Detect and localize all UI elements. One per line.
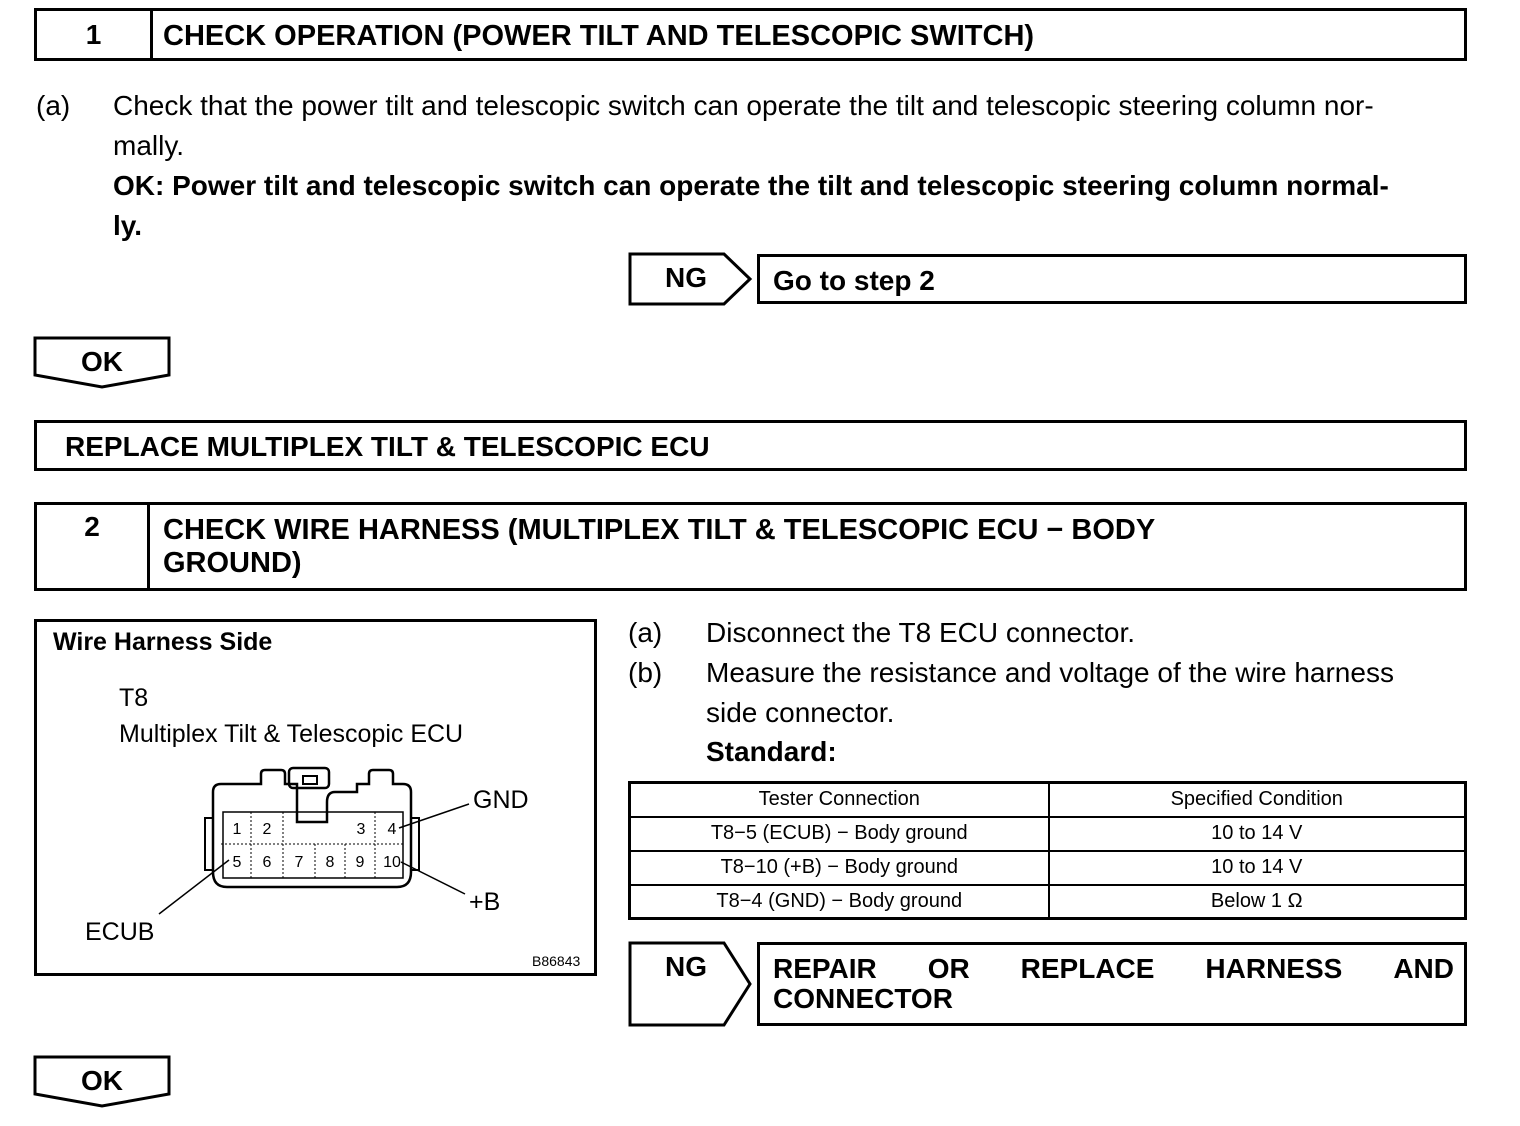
- figure-heading: Wire Harness Side: [53, 628, 273, 656]
- replace-ecu-text: REPLACE MULTIPLEX TILT & TELESCOPIC ECU: [65, 431, 710, 462]
- step2-item-b-line1: Measure the resistance and voltage of the wire harness: [706, 657, 1394, 688]
- step1-ng-result: Go to step 2: [773, 265, 935, 296]
- step2-ok-label: OK: [81, 1065, 123, 1096]
- table-row: [630, 817, 1466, 851]
- step1-ng-label: NG: [665, 262, 707, 293]
- connector-diagram: [37, 622, 594, 973]
- step1-item-a-marker: (a): [36, 90, 71, 121]
- pin-1: 1: [232, 821, 242, 838]
- pin-7: 7: [294, 854, 304, 871]
- table-header-cell: Specified Condition: [1049, 783, 1466, 817]
- step2-number: 2: [37, 505, 150, 588]
- label-gnd: GND: [473, 786, 529, 814]
- step1-item-a-line2: mally.: [113, 130, 185, 161]
- ng-result-word: HARNESS: [1205, 953, 1343, 984]
- table-row: [630, 851, 1466, 885]
- step2-standard-label: Standard:: [706, 736, 837, 767]
- step1-number: 1: [37, 11, 153, 58]
- step2-item-a: Disconnect the T8 ECU connector.: [706, 617, 1136, 648]
- figure-connector-id: T8: [119, 684, 149, 712]
- pin-3: 3: [356, 821, 366, 838]
- step2-ng-result-line1: [773, 953, 1454, 985]
- pin-2: 2: [262, 821, 272, 838]
- step1-ok-criteria-line2: ly.: [113, 210, 143, 241]
- ng-result-word: AND: [1393, 953, 1454, 984]
- pin-5: 5: [232, 854, 242, 871]
- ng-result-word: REPAIR: [773, 953, 877, 984]
- step2-ng-label: NG: [665, 951, 707, 982]
- step2-ng-result-box: [757, 942, 1467, 1026]
- wire-harness-figure: [34, 619, 597, 976]
- step2-title-line1: CHECK WIRE HARNESS (MULTIPLEX TILT & TELESCOPIC ECU − BODY: [163, 514, 1156, 546]
- figure-connector-name: Multiplex Tilt & Telescopic ECU: [119, 720, 464, 748]
- label-ecub: ECUB: [85, 918, 155, 946]
- table-cell: T8−10 (+B) − Body ground: [630, 851, 1049, 885]
- ng-result-word: OR: [927, 953, 970, 984]
- step1-ng-result-box: [757, 254, 1467, 304]
- table-header-row: [630, 783, 1466, 817]
- step1-item-a-line1: Check that the power tilt and telescopic switch can operate the tilt and telescopic steering column nor-: [113, 90, 1374, 121]
- step2-title-line2: GROUND): [163, 547, 302, 579]
- table-cell: 10 to 14 V: [1049, 851, 1466, 885]
- standard-table: [628, 781, 1467, 920]
- pin-9: 9: [355, 854, 365, 871]
- step1-ok-label: OK: [81, 346, 123, 377]
- table-cell: T8−4 (GND) − Body ground: [630, 885, 1049, 919]
- step2-item-b-marker: (b): [628, 657, 663, 688]
- figure-code: B86843: [532, 953, 581, 969]
- step2-item-a-marker: (a): [628, 617, 663, 648]
- step2-ng-result-line2: CONNECTOR: [773, 983, 953, 1014]
- pin-4: 4: [387, 821, 397, 838]
- step1-header: [34, 8, 1467, 61]
- ng-result-word: REPLACE: [1020, 953, 1155, 984]
- step2-item-b-line2: side connector.: [706, 697, 895, 728]
- pin-10: 10: [383, 854, 401, 871]
- step1-ok-criteria-line1: OK: Power tilt and telescopic switch can operate the tilt and telescopic steering column normal-: [113, 170, 1389, 201]
- pin-6: 6: [262, 854, 272, 871]
- label-plus-b: +B: [469, 888, 501, 916]
- pin-8: 8: [325, 854, 335, 871]
- step1-title: CHECK OPERATION (POWER TILT AND TELESCOPIC SWITCH): [163, 20, 1035, 52]
- table-cell: 10 to 14 V: [1049, 817, 1466, 851]
- step2-header: [34, 502, 1467, 591]
- table-cell: T8−5 (ECUB) − Body ground: [630, 817, 1049, 851]
- table-header-cell: Tester Connection: [630, 783, 1049, 817]
- replace-ecu-box: [34, 420, 1467, 471]
- table-row: [630, 885, 1466, 919]
- table-cell: Below 1 Ω: [1049, 885, 1466, 919]
